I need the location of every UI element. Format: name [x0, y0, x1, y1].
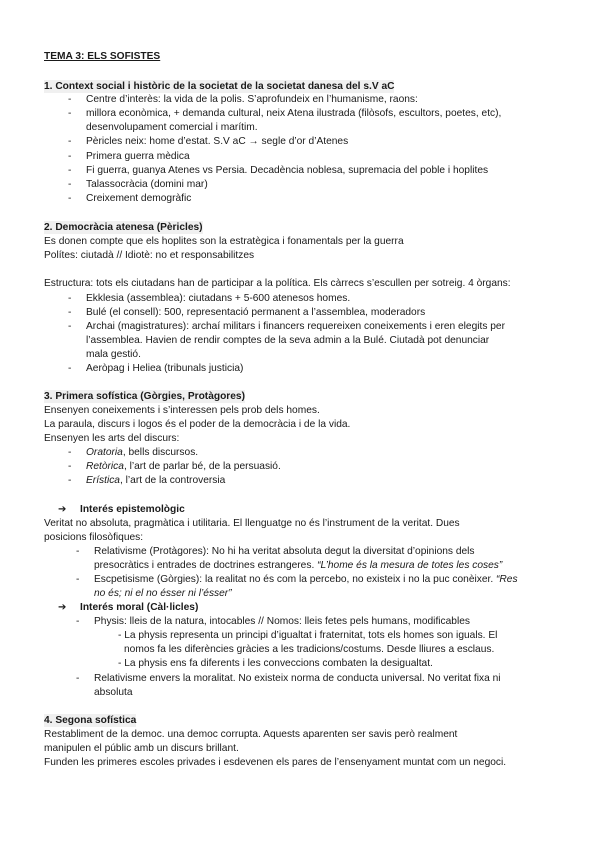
paragraph: Ensenyen les arts del discurs: [44, 433, 180, 444]
art-term: Retòrica [86, 461, 124, 472]
sub-item: - La physis representa un principi d’igualtat i fraternitat, tots els homes son iguals. El [118, 630, 498, 641]
bullet-dash: - [68, 193, 72, 204]
art-desc: , l’art de la controversia [119, 475, 226, 486]
bullet-dash: - [68, 307, 72, 318]
art-term: Oratoria [86, 447, 123, 458]
bullet-dash: - [68, 363, 72, 374]
list-item [86, 460, 281, 473]
paragraph: manipulen el públic amb un discurs brillant. [44, 743, 239, 754]
list-item: Creixement demogràfic [86, 193, 192, 204]
arrow-icon: ➔ [58, 504, 67, 515]
list-item: Bulé (el consell): 500, representació permanent a l’assemblea, moderadors [86, 307, 426, 318]
document-title: TEMA 3: ELS SOFISTES [44, 51, 161, 62]
scepticism-text: Escpetisisme (Gòrgies): la realitat no és com la percebo, no existeix i no la puc conèixer. [94, 574, 497, 585]
relativism-text: presocràtics i entrades de doctrines estrangeres. [94, 560, 318, 571]
section-1-heading: 1. Context social i històric de la societat de la societat danesa del s.V aC [44, 81, 395, 92]
sub-item: - La physis ens fa diferents i les conveccions combaten la desigualtat. [118, 658, 433, 669]
section-3-heading: 3. Primera sofística (Gòrgies, Protàgores) [44, 391, 245, 402]
list-item: desenvolupament comercial i marítim. [86, 122, 258, 133]
gorgias-quote-end: no és; ni el no ésser ni l’ésser” [94, 588, 232, 599]
list-item: Relativisme envers la moralitat. No existeix norma de conducta universal. No veritat fixa ni [94, 673, 501, 684]
list-item: Fi guerra, guanya Atenes vs Persia. Decadència noblesa, supremacia del poble i hoplites [86, 165, 489, 176]
bullet-dash: - [68, 475, 72, 486]
bullet-dash: - [76, 546, 80, 557]
paragraph: Es donen compte que els hoplites son la estratègica i fonamentals per la guerra [44, 236, 404, 247]
bullet-dash: - [68, 165, 72, 176]
bullet-dash: - [68, 179, 72, 190]
paragraph: Veritat no absoluta, pragmàtica i utilitaria. El llenguatge no és l’instrument de la veritat. Dues [44, 518, 460, 529]
list-item: Primera guerra mèdica [86, 151, 190, 162]
list-item [94, 573, 518, 586]
paragraph: La paraula, discurs i logos és el poder de la democràcia i de la vida. [44, 419, 351, 430]
list-item: Archai (magistratures): archaí militars i financers requereixen coneixements i eren elegits per [86, 321, 505, 332]
bullet-dash: - [76, 616, 80, 627]
bullet-dash: - [68, 321, 72, 332]
protagoras-quote: “L’home és la mesura de totes les coses” [317, 560, 503, 571]
art-desc: , l’art de parlar bé, de la persuasió. [123, 461, 281, 472]
bullet-dash: - [68, 447, 72, 458]
list-item: Ekklesia (assemblea): ciutadans + 5-600 atenesos homes. [86, 293, 351, 304]
list-item: Physis: lleis de la natura, intocables // Nomos: lleis fetes pels humans, modificables [94, 616, 470, 627]
list-item: Relativisme (Protàgores): No hi ha veritat absoluta degut la diversitat d’opinions dels [94, 546, 475, 557]
paragraph: Restabliment de la democ. una democ corrupta. Aquests aparenten ser savis però realment [44, 729, 458, 740]
paragraph: Estructura: tots els ciutadans han de participar a la política. Els càrrecs s’escullen per sotreig. 4 òrgans: [44, 278, 511, 289]
paragraph: Ensenyen coneixements i s’interessen pels prob dels homes. [44, 405, 320, 416]
bullet-dash: - [68, 151, 72, 162]
bullet-dash: - [76, 574, 80, 585]
list-item: Talassocràcia (domini mar) [86, 179, 208, 190]
section-2-heading: 2. Democràcia atenesa (Pèricles) [44, 222, 203, 233]
list-item: l’assemblea. Havien de rendir comptes de la seva admin a la Bulé. Ciutadà pot denunciar [86, 335, 490, 346]
list-item [86, 474, 225, 487]
art-desc: , bells discursos. [122, 447, 199, 458]
list-item: millora econòmica, + demanda cultural, neix Atena ilustrada (filòsofs, escultors, poetes, etc), [86, 108, 502, 119]
list-item [94, 559, 502, 572]
bullet-dash: - [68, 94, 72, 105]
section-4-heading: 4. Segona sofística [44, 715, 137, 726]
list-item: mala gestió. [86, 349, 141, 360]
paragraph: Polítes: ciutadà // Idiotè: no et responsabilitzes [44, 250, 255, 261]
list-item: Aeròpag i Heliea (tribunals justicia) [86, 363, 244, 374]
subsection-epistemologic-title: Interés epistemològic [80, 504, 185, 515]
list-item: Pèricles neix: home d’estat. S.V aC → segle d’or d’Atenes [86, 136, 349, 147]
paragraph: Funden les primeres escoles privades i esdevenen els pares de l’ensenyament muntat com un negoci. [44, 757, 507, 768]
paragraph: posicions filosòfiques: [44, 532, 144, 543]
bullet-dash: - [68, 136, 72, 147]
art-term: Erística [86, 475, 120, 486]
sub-item: nomos fa les diferències gràcies a les tradicions/costums. Desde lliures a esclaus. [124, 644, 495, 655]
bullet-dash: - [68, 108, 72, 119]
bullet-dash: - [68, 461, 72, 472]
bullet-dash: - [76, 673, 80, 684]
arrow-icon: ➔ [58, 602, 67, 613]
list-item: absoluta [94, 687, 133, 698]
list-item [86, 446, 198, 459]
list-item: Centre d’interès: la vida de la polis. S’aprofundeix en l’humanisme, raons: [86, 94, 418, 105]
subsection-moral-title: Interés moral (Càl·licles) [80, 602, 199, 613]
gorgias-quote-start: “Res [496, 574, 518, 585]
bullet-dash: - [68, 293, 72, 304]
